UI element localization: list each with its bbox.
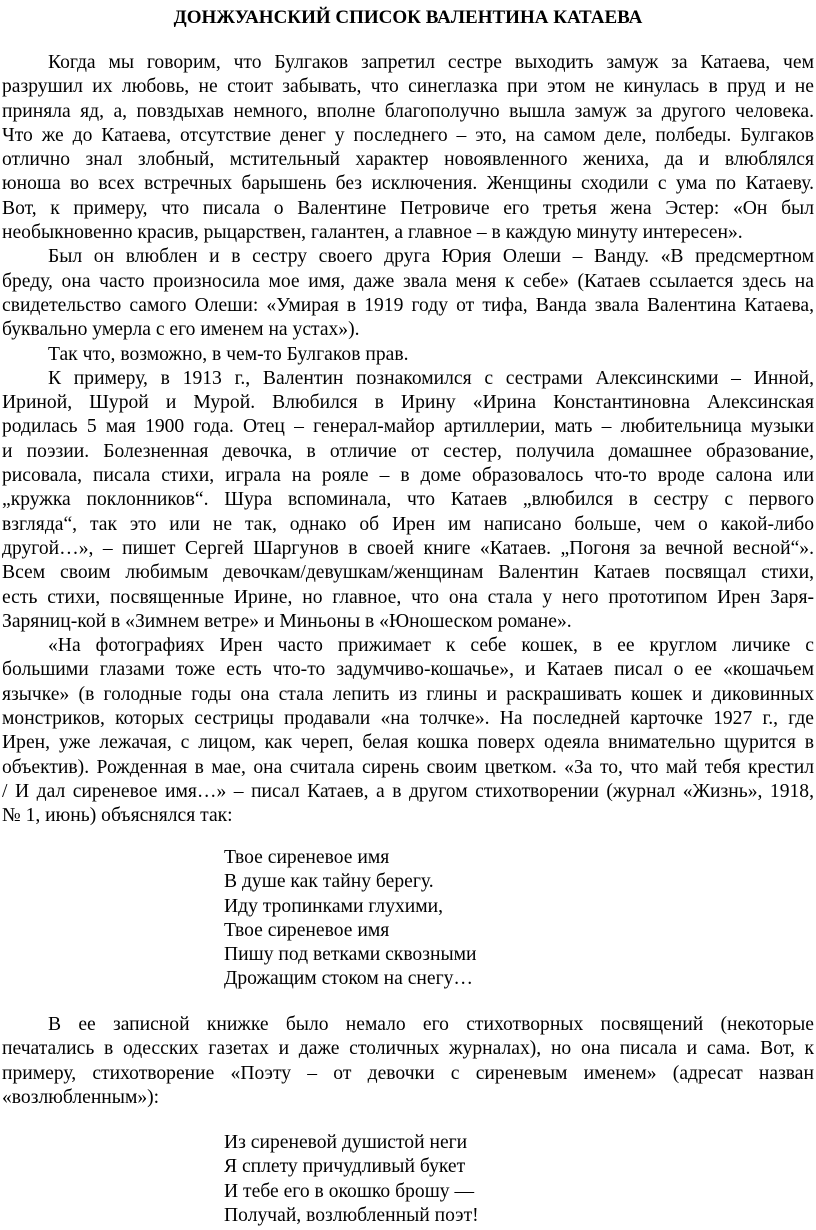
text-line: Всем своим любимым девочкам/девушкам/женщинам Валентин Катаев посвящал стихи, <box>2 562 814 584</box>
text-line: примеру, стихотворение «Поэту – от девочки с сиреневым именем» (адресат назван <box>2 1062 814 1084</box>
poem-line: Твое сиреневое имя <box>224 847 390 868</box>
poem-1 <box>224 846 816 992</box>
text-line: Так что, возможно, в чем-то Булгаков прав. <box>48 343 409 365</box>
body-text-section-2 <box>2 1013 814 1110</box>
poem-line: И тебе его в окошко брошу — <box>224 1180 475 1202</box>
text-line: приняла яд, а, повздыхав немного, вполне благополучно вышла замуж за другого человека. <box>2 100 814 122</box>
text-line: «На фотографиях Ирен часто прижимает к себе кошек, в ее круглом личике с <box>48 635 814 657</box>
text-line: большими глазами тоже есть что-то задумчиво-кошачье», и Катаев писал о ее «кошачьем <box>2 659 814 681</box>
text-line: № 1, июнь) объяснялся так: <box>2 805 233 827</box>
text-line: В ее записной книжке было немало его стихотворных посвящений (некоторые <box>48 1014 814 1035</box>
text-line: юноша во всех встречных барышень без исключения. Женщины сходили с ума по Катаеву. <box>2 173 814 195</box>
text-line: Что же до Катаева, отсутствие денег у последнего – это, на самом деле, полбеды. Булгаков <box>2 124 814 146</box>
text-line: отлично знал злобный, мстительный характер новоявленного жениха, да и влюблялся <box>2 149 814 171</box>
poem-line: Получай, возлюбленный поэт! <box>224 1204 479 1226</box>
text-line: Когда мы говорим, что Булгаков запретил сестре выходить замуж за Катаева, чем <box>48 52 814 73</box>
text-line: / И дал сиреневое имя…» – писал Катаев, а в другом стихотворении (журнал «Жизнь», 1918, <box>2 780 814 802</box>
poem-line: Твое сиреневое имя <box>224 919 390 941</box>
text-line: Ирен, уже лежачая, с лицом, как череп, белая кошка поверх одеяла внимательно щурится в <box>2 732 814 754</box>
text-line: буквально умерла с его именем на устах»). <box>2 319 360 341</box>
poem-line: Дрожащим стоком на снегу… <box>224 968 474 990</box>
text-line: Ириной, Шурой и Мурой. Влюбился в Ирину «Ирина Константиновна Алексинская <box>2 392 814 414</box>
document-title: ДОНЖУАНСКИЙ СПИСОК ВАЛЕНТИНА КАТАЕВА <box>173 7 643 28</box>
poem-line: Пишу под ветками сквозными <box>224 944 477 966</box>
text-line: взгляда“, так это или не так, однако об Ирен им написано больше, чем о какой-либо <box>2 513 814 535</box>
poem-line: Я сплету причудливый букет <box>224 1156 466 1178</box>
text-line: Заряниц-кой в «Зимнем ветре» и Миньоны в «Юношеском романе». <box>2 610 572 632</box>
body-text-section-1 <box>2 51 814 829</box>
text-line: «возлюбленным»): <box>2 1086 160 1108</box>
text-line: свидетельство самого Олеши: «Умирая в 1919 году от тифа, Ванда звала Валентина Катаева, <box>2 294 814 316</box>
text-line: другой…», – пишет Сергей Шаргунов в своей книге «Катаев. „Погоня за вечной весной“». <box>2 537 814 559</box>
text-line: и поэзии. Болезненная девочка, в отличие от сестер, получила домашнее образование, <box>2 440 814 462</box>
text-line: есть стихи, посвященные Ирине, но главное, что она стала у него прототипом Ирен Заря- <box>2 586 814 608</box>
poem-line: В душе как тайну берегу. <box>224 871 434 893</box>
text-line: необыкновенно красив, рыцарствен, галантен, а главное – в каждую минуту интересен». <box>2 222 743 244</box>
text-line: „кружка поклонников“. Шура вспоминала, что Катаев „влюбился в сестру с первого <box>2 489 814 511</box>
text-line: Вот, к примеру, что писала о Валентине Петровиче его третья жена Эстер: «Он был <box>2 197 814 219</box>
text-line: родилась 5 мая 1900 года. Отец – генерал-майор артиллерии, мать – любительница музыки <box>2 416 814 438</box>
text-line: рисовала, писала стихи, играла на рояле – в доме образовалось что-то вроде салона или <box>2 465 814 487</box>
text-line: разрушил их любовь, не стоит забывать, что синеглазка при этом не кинулась в пруд и не <box>2 76 814 98</box>
poem-2 <box>224 1131 816 1228</box>
poem-line: Иду тропинками глухими, <box>224 895 444 917</box>
poem-line: Из сиреневой душистой неги <box>224 1132 468 1153</box>
text-line: язычке» (в голодные годы она стала лепить из глины и раскрашивать кошек и диковинных <box>2 683 814 705</box>
text-line: объектив). Рожденная в мае, она считала сирень своим цветком. «За то, что май тебя крестил <box>2 756 814 778</box>
text-line: монстриков, которых сестрицы продавали «на толчке». На последней карточке 1927 г., где <box>2 708 814 730</box>
text-line: печатались в одесских газетах и даже столичных журналах), но она писала и сама. Вот, к <box>2 1038 814 1060</box>
text-line: бреду, она часто произносила мое имя, даже звала меня к себе» (Катаев ссылается здесь на <box>2 270 814 292</box>
text-line: К примеру, в 1913 г., Валентин познакомился с сестрами Алексинскими – Инной, <box>48 367 814 389</box>
text-line: Был он влюблен и в сестру своего друга Юрия Олеши – Ванду. «В предсмертном <box>48 246 814 268</box>
